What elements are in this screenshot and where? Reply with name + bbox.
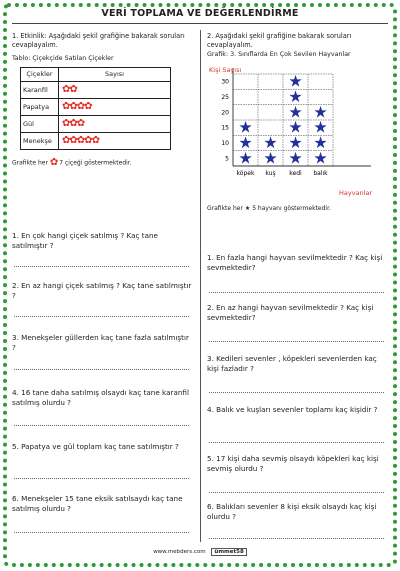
answer-line[interactable] [14,532,189,533]
table-header-row [21,68,171,82]
chart-star-balık: ★ [313,102,328,122]
flower-icon: ✿ [62,135,71,147]
answer-line[interactable] [209,492,384,493]
x-axis-label: Hayvanlar [339,189,373,198]
flower-icons [59,82,171,99]
flower-icon: ✿ [76,101,86,113]
chart-star-kedi: ★ [288,148,303,168]
question-text: 2. En az hangi çiçek satılmış ? Kaç tane satılmıştır ? [12,281,192,301]
x-tick-label: balık [313,170,328,178]
question-text: 4. 16 tane daha satılmış olsaydı kaç tane karanfil satılmış olurdu ? [12,388,189,408]
answer-line[interactable] [14,478,189,479]
flower-icons [59,116,171,133]
y-tick-label: 25 [221,94,229,102]
y-tick-label: 20 [221,109,229,117]
chart-star-kedi: ★ [288,71,303,91]
left-intro: 1. Etkinlik: Aşağıdaki şekil grafiğine bakarak soruları cevaplayalım. [12,32,185,49]
answer-line[interactable] [209,341,384,342]
y-tick-label: 10 [221,140,229,148]
flower-legend [12,156,194,170]
header-flowers: Çiçekler [21,68,59,82]
question-text: 1. En fazla hangi hayvan sevilmektedir ? Kaç kişi sevmektedir? [207,253,383,273]
x-tick-labels [237,170,329,177]
flower-icons [59,99,171,116]
flower-icon: ✿ [76,135,86,147]
flower-icon: ✿ [91,135,100,147]
table-row [21,99,171,116]
flower-icon: ✿ [62,84,71,96]
chart-star-balık: ★ [313,133,328,153]
flower-icon: ✿ [62,118,71,130]
question-text: 2. En az hangi hayvan sevilmektedir ? Kaç kişi sevmektedir? [207,303,374,323]
animal-chart [207,62,389,200]
table-caption: Tablo: Çiçekçide Satılan Çiçekler [12,54,114,62]
legend-prefix: Grafikte her [12,159,48,167]
row-name: Gül [21,116,59,133]
answer-line[interactable] [209,442,384,443]
legend-prefix: Grafikte her [207,205,243,212]
y-tick-label: 15 [221,124,229,132]
star-legend [207,205,389,213]
flower-icon: ✿ [69,118,78,130]
chart-star-köpek: ★ [238,117,253,137]
flower-icon: ✿ [62,101,71,113]
y-axis-label: Kişi Sayısı [209,66,242,75]
question-text: 5. 17 kişi daha sevmiş olsaydı köpekleri kaç kişi sevmiş olurdu ? [207,454,379,474]
chart-caption: Grafik: 3. Sınıflarda En Çok Sevilen Hayvanlar [207,50,351,58]
flower-icon: ✿ [69,101,78,113]
x-tick-label: kedi [289,170,302,178]
table-row [21,82,171,99]
flower-table [20,67,171,150]
answer-line[interactable] [14,316,189,317]
answer-line[interactable] [209,392,384,393]
answer-line[interactable] [14,266,189,267]
flower-icon: ✿ [49,157,59,169]
right-intro: 2. Aşağıdaki şekil grafiğine bakarak soruları cevaplayalım. [207,32,352,49]
answer-line[interactable] [14,425,189,426]
chart-star-kedi: ★ [288,102,303,122]
flower-icon: ✿ [84,101,93,113]
flower-icon: ✿ [76,118,86,130]
question-text: 5. Papatya ve gül toplam kaç tane satılmıştır ? [12,442,179,451]
chart-star-kedi: ★ [288,117,303,137]
page-title: VERİ TOPLAMA VE DEĞERLENDİRME [101,8,299,19]
legend-suffix: 5 hayvanı göstermektedir. [252,205,331,212]
star-icon: ★ [244,205,251,212]
x-tick-label: köpek [236,170,255,178]
chart-star-balık: ★ [313,148,328,168]
row-name: Menekşe [21,133,59,150]
question-text: 3. Menekşeler güllerden kaç tane fazla satılmıştır ? [12,333,189,353]
chart-star-balık: ★ [313,117,328,137]
flower-icon: ✿ [69,84,78,96]
footer [0,548,400,556]
answer-line[interactable] [209,538,384,539]
question-text: 1. En çok hangi çiçek satılmış ? Kaç tane satılmıştır ? [12,231,158,251]
question-text: 4. Balık ve kuşları sevenler toplamı kaç kişidir ? [207,405,378,414]
y-tick-label: 30 [221,78,229,86]
footer-brand: ümmet58 [211,548,246,556]
row-name: Papatya [21,99,59,116]
answer-line[interactable] [14,369,189,370]
right-column [207,32,389,213]
question-text: 3. Kedileri sevenler , köpekleri sevenlerden kaç kişi fazladır ? [207,354,377,374]
table-row [21,116,171,133]
chart-star-köpek: ★ [238,148,253,168]
y-tick-labels [221,79,229,163]
chart-star-kedi: ★ [288,133,303,153]
footer-site: www.mebders.com [153,549,206,555]
header-count: Sayısı [59,68,171,82]
question-text: 6. Balıkları sevenler 8 kişi eksik olsaydı kaç kişi olurdu ? [207,502,377,522]
left-column [12,32,194,170]
flower-icons [59,133,171,150]
chart-star-köpek: ★ [238,133,253,153]
chart-star-kuş: ★ [263,133,278,153]
flower-icon: ✿ [84,135,93,147]
column-divider [200,30,201,542]
chart-star-kuş: ★ [263,148,278,168]
title-underline [12,23,388,24]
table-row [21,133,171,150]
chart-star-kedi: ★ [288,87,303,107]
question-text: 6. Menekşeler 15 tane eksik satılsaydı kaç tane satılmış olurdu ? [12,494,183,514]
flower-icon: ✿ [69,135,78,147]
answer-line[interactable] [209,292,384,293]
y-tick-label: 5 [225,155,229,163]
legend-suffix: 7 çiçeği göstermektedir. [59,159,132,167]
x-tick-label: kuş [265,170,276,178]
row-name: Karanfil [21,82,59,99]
